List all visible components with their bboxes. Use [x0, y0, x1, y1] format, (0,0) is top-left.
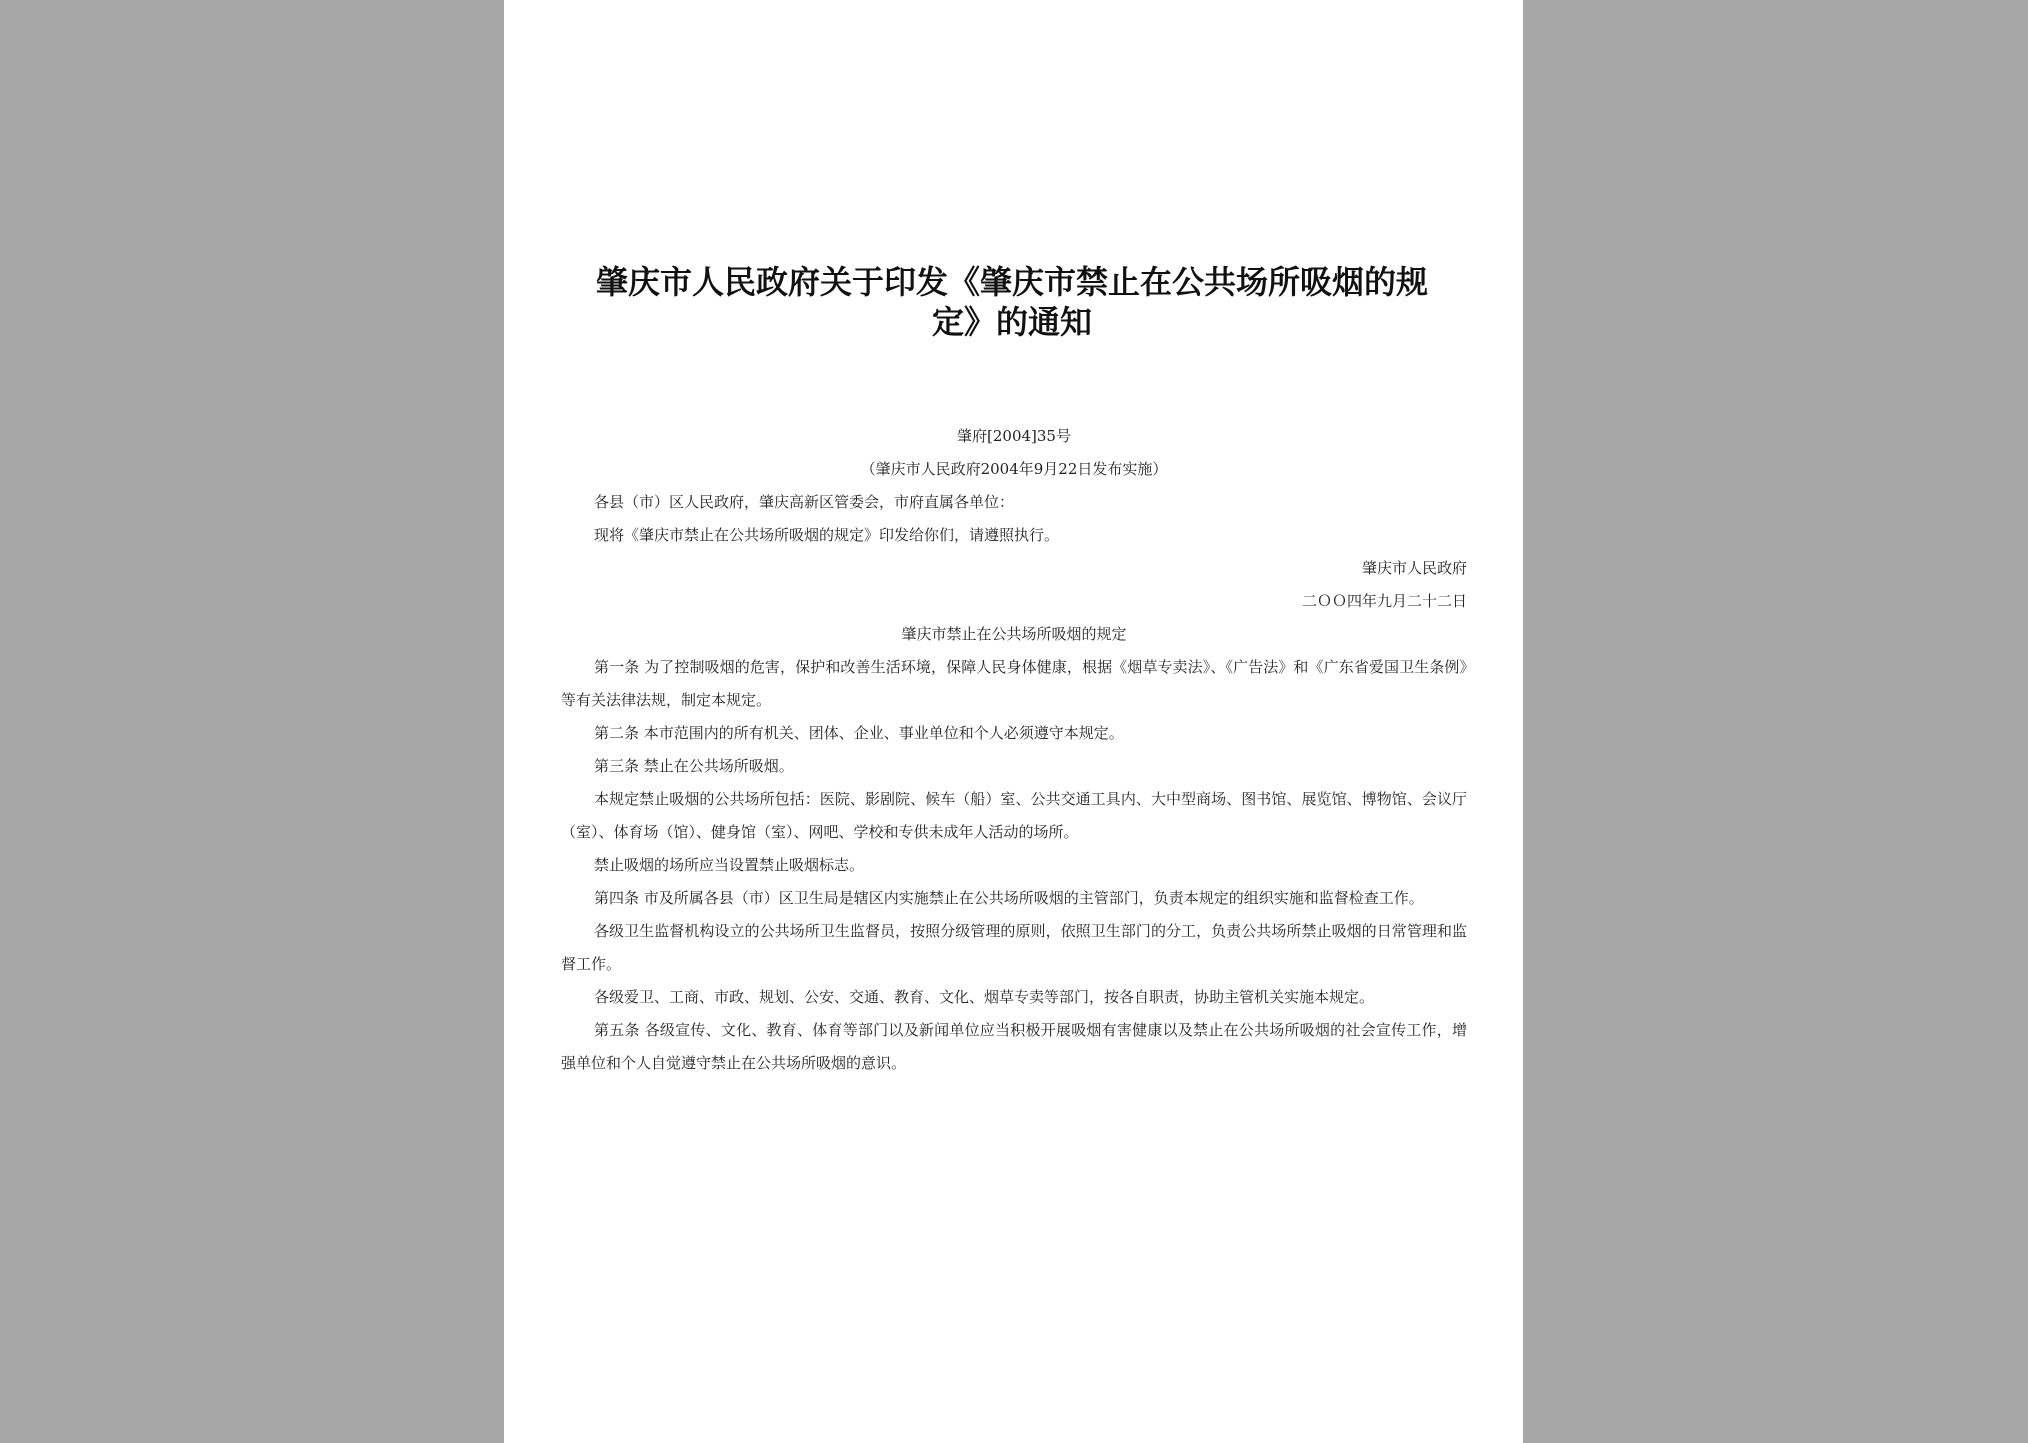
article-paragraph: 第五条 各级宣传、文化、教育、体育等部门以及新闻单位应当积极开展吸烟有害健康以及禁止在公共场所吸烟的社会宣传工作，增强单位和个人自觉遵守禁止在公共场所吸烟的意识。 [561, 1021, 1467, 1072]
intro-paragraph: 现将《肇庆市禁止在公共场所吸烟的规定》印发给你们，请遵照执行。 [594, 526, 1060, 544]
article-paragraph: 第一条 为了控制吸烟的危害，保护和改善生活环境，保障人民身体健康，根据《烟草专卖法》、《广告法》和《广东省爱国卫生条例》等有关法律法规，制定本规定。 [561, 658, 1467, 709]
article-paragraph: 第二条 本市范围内的所有机关、团体、企业、事业单位和个人必须遵守本规定。 [594, 724, 1124, 742]
signature: 肇庆市人民政府 [1361, 559, 1467, 577]
article-paragraph: 本规定禁止吸烟的公共场所包括：医院、影剧院、候车（船）室、公共交通工具内、大中型商场、图书馆、展览馆、博物馆、会议厅（室）、体育场（馆）、健身馆（室）、网吧、学校和专供未成年人活动的场所。 [561, 790, 1467, 841]
salutation: 各县（市）区人民政府，肇庆高新区管委会，市府直属各单位： [594, 493, 1015, 511]
document-page [504, 0, 1523, 1443]
issue-date: 二ＯＯ四年九月二十二日 [1301, 592, 1467, 610]
document-title: 肇庆市人民政府关于印发《肇庆市禁止在公共场所吸烟的规定》的通知 [595, 263, 1428, 341]
article-paragraph: 禁止吸烟的场所应当设置禁止吸烟标志。 [594, 856, 865, 874]
rules-title: 肇庆市禁止在公共场所吸烟的规定 [901, 625, 1127, 643]
article-paragraph: 第三条 禁止在公共场所吸烟。 [594, 757, 794, 775]
issue-note: （肇庆市人民政府2004年9月22日发布实施） [860, 460, 1168, 478]
article-paragraph: 各级卫生监督机构设立的公共场所卫生监督员，按照分级管理的原则，依照卫生部门的分工，负责公共场所禁止吸烟的日常管理和监督工作。 [561, 922, 1467, 973]
document-number: 肇府[2004]35号 [957, 427, 1071, 445]
document-body [561, 420, 1467, 1080]
article-paragraph: 第四条 市及所属各县（市）区卫生局是辖区内实施禁止在公共场所吸烟的主管部门，负责本规定的组织实施和监督检查工作。 [594, 889, 1424, 907]
article-paragraph: 各级爱卫、工商、市政、规划、公安、交通、教育、文化、烟草专卖等部门，按各自职责，协助主管机关实施本规定。 [594, 988, 1375, 1006]
